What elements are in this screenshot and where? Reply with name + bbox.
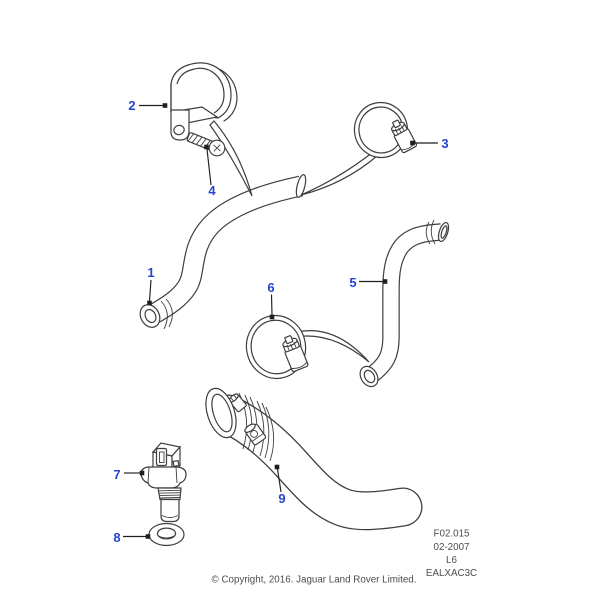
hose-5 [356, 220, 450, 390]
leader-dot-4 [204, 145, 209, 150]
callout-7[interactable]: 7 [113, 467, 121, 482]
leader-dot-3 [410, 141, 415, 146]
callout-1[interactable]: 1 [147, 265, 155, 280]
callout-4[interactable]: 4 [208, 183, 216, 198]
figure-info [426, 529, 477, 580]
leader-dot-7 [140, 471, 145, 476]
copyright-notice: © Copyright, 2016. Jaguar Land Rover Limited. [211, 574, 417, 586]
figure-engine-code: L6 [446, 555, 457, 566]
sensor-probe [161, 500, 179, 522]
connector-socket-slot [157, 449, 167, 466]
leader-1 [150, 280, 152, 301]
mounting-bracket-2 [171, 63, 237, 140]
connector-latch [173, 461, 179, 467]
hose-1 [136, 174, 307, 331]
leader-dot-5 [383, 279, 388, 284]
callout-9[interactable]: 9 [278, 491, 286, 506]
leader-6 [272, 295, 273, 316]
leader-dot-6 [270, 315, 275, 320]
hose-clamp-6 [241, 311, 310, 383]
leader-dot-1 [147, 301, 152, 306]
leader-4 [207, 149, 211, 185]
callout-5[interactable]: 5 [349, 275, 357, 290]
leader-dot-9 [275, 465, 280, 470]
leader-dot-2 [163, 103, 168, 108]
callout-3[interactable]: 3 [441, 136, 449, 151]
figure-date: 02-2007 [433, 542, 470, 553]
sensor-hex-flange [141, 467, 186, 488]
pointer-curve-clamp3-to-hose1 [301, 152, 377, 195]
figure-drawing-code: EALXAC3C [425, 568, 478, 579]
pointer-curve-bracket-to-hose1 [210, 121, 252, 196]
temperature-sensor-7 [141, 443, 186, 522]
leader-dot-8 [146, 534, 151, 539]
callout-2[interactable]: 2 [128, 98, 136, 113]
hose-9 [200, 385, 403, 511]
hose-1-body [152, 186, 301, 315]
screw-tip [285, 335, 293, 343]
callout-6[interactable]: 6 [267, 280, 275, 295]
sealing-washer-8 [149, 524, 184, 546]
figure-number: F02.015 [433, 528, 470, 540]
hose-clamp-3 [351, 99, 417, 161]
callout-8[interactable]: 8 [113, 530, 121, 545]
washer-bore [158, 528, 176, 539]
